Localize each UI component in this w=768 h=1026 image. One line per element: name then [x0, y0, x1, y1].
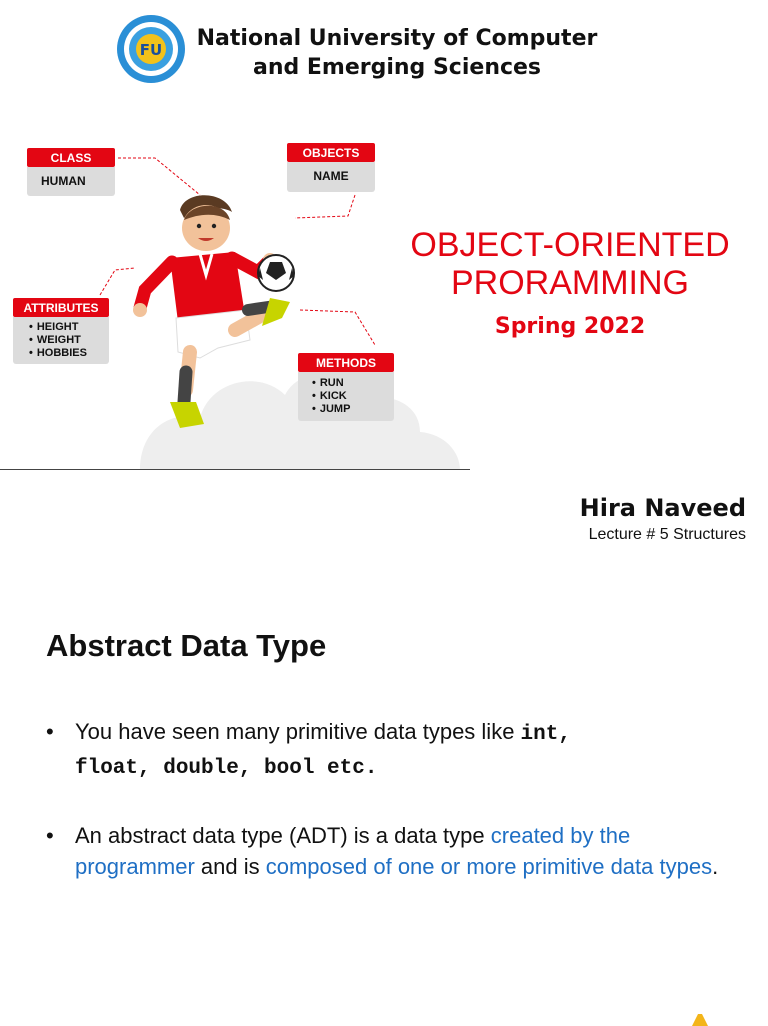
method-item: • JUMP [312, 403, 386, 416]
class-tag-value: HUMAN [27, 167, 115, 196]
bullet-marker: • [46, 823, 54, 848]
bullet1-code2: float, double, bool etc. [75, 757, 378, 780]
class-tag-title: CLASS [27, 148, 115, 167]
attributes-tag-list [13, 317, 109, 364]
methods-tag [298, 353, 394, 421]
methods-tag-title: METHODS [298, 353, 394, 372]
class-tag [27, 148, 115, 196]
lecture-label: Lecture # 5 Structures [588, 526, 746, 543]
bullet2-highlight2: composed of one or more primitive data types [265, 854, 713, 879]
connector-objects [295, 195, 355, 218]
connector-attributes [100, 268, 135, 295]
method-item: • RUN [312, 377, 386, 390]
bullet-text [75, 820, 736, 882]
bullet1-code1: int, [520, 723, 571, 746]
university-name [192, 24, 602, 82]
bullet2-part1: An abstract data type (ADT) is a data type [75, 823, 491, 848]
course-title-line2: PRORAMMING [451, 264, 689, 302]
course-title-line1: OBJECT-ORIENTED [410, 226, 730, 264]
slide-divider [0, 469, 470, 470]
author-name: Hira Naveed [579, 494, 746, 522]
attribute-item: • HOBBIES [29, 347, 101, 360]
connector-methods [300, 310, 375, 345]
bullet-primitive-types [46, 716, 736, 784]
attribute-item: • WEIGHT [29, 334, 101, 347]
football-icon [258, 255, 294, 291]
bullet2-part3: . [712, 854, 719, 879]
bullet-text [75, 716, 736, 784]
university-name-line2: and Emerging Sciences [252, 55, 542, 80]
semester-label: Spring 2022 [494, 314, 646, 339]
slide-heading: Abstract Data Type [46, 628, 327, 663]
bullet-adt-definition [46, 820, 736, 882]
connector-class [118, 158, 200, 195]
attributes-tag-title: ATTRIBUTES [13, 298, 109, 317]
objects-tag-title: OBJECTS [287, 143, 375, 162]
bullet2-highlight1: created by the programmer [75, 823, 631, 879]
method-item: • KICK [312, 390, 386, 403]
attributes-tag [13, 298, 109, 364]
methods-tag-list [298, 372, 394, 421]
attribute-item: • HEIGHT [29, 321, 101, 334]
objects-tag-value: NAME [287, 162, 375, 192]
university-name-line1: National University of Computer [196, 26, 598, 51]
svg-text:FU: FU [139, 41, 163, 59]
objects-tag [287, 143, 375, 192]
bullet1-text: You have seen many primitive data types like [75, 719, 521, 744]
course-title [380, 226, 760, 302]
university-logo [116, 14, 186, 84]
bullet2-part2: and is [194, 854, 266, 879]
bullet-marker: • [46, 719, 54, 744]
